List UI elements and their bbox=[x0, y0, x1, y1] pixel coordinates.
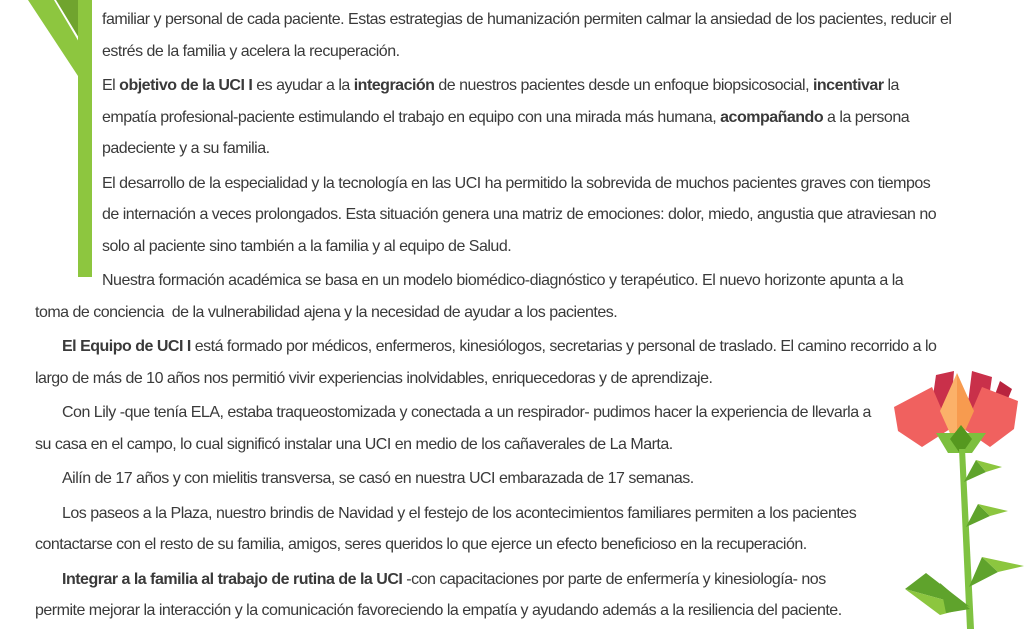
text-line: Integrar a la familia al trabajo de rutina de la UCI -con capacitaciones por parte de enfermería y kinesiología- nos bbox=[62, 570, 826, 588]
text-line: permite mejorar la interacción y la comunicación favoreciendo la empatía y ayudando además a la resiliencia del paciente. bbox=[35, 602, 842, 619]
text-line: Los paseos a la Plaza, nuestro brindis de Navidad y el festejo de los acontecimientos familiares permiten a los pacientes bbox=[62, 504, 857, 522]
text-line: Nuestra formación académica se basa en un modelo biomédico-diagnóstico y terapéutico. El nuevo horizonte apunta a la bbox=[102, 272, 904, 289]
paragraph-7 bbox=[35, 463, 1006, 495]
text-line: familiar y personal de cada paciente. Estas estrategias de humanización permiten calmar la ansiedad de los pacientes, reducir el bbox=[102, 11, 952, 28]
text-line: solo al paciente sino también a la familia y al equipo de Salud. bbox=[102, 237, 512, 255]
text-line: su casa en el campo, lo cual significó instalar una UCI en medio de los cañaverales de La Marta. bbox=[35, 435, 673, 453]
text-line: Ailín de 17 años y con mielitis transversa, se casó en nuestra UCI embarazada de 17 semanas. bbox=[62, 470, 694, 487]
text-line: El objetivo de la UCI I es ayudar a la integración de nuestros pacientes desde un enfoque biopsicosocial, incentivar la bbox=[102, 77, 899, 94]
paragraph-3 bbox=[35, 168, 1006, 263]
stem-text-wrap-spacer bbox=[35, 4, 102, 278]
paragraph-5 bbox=[35, 331, 1006, 394]
text-line: empatía profesional-paciente estimulando el trabajo en equipo con una mirada más humana, acompañando a la persona bbox=[102, 108, 910, 126]
text-line: toma de conciencia de la vulnerabilidad ajena y la necesidad de ayudar a los pacientes. bbox=[35, 303, 618, 321]
text-line: padeciente y a su familia. bbox=[102, 140, 270, 157]
text-line: largo de más de 10 años nos permitió vivir experiencias inolvidables, enriquecedoras y de aprendizaje. bbox=[35, 369, 713, 387]
paragraph-1 bbox=[35, 4, 1006, 67]
paragraph-6 bbox=[35, 397, 1006, 460]
text-line: Con Lily -que tenía ELA, estaba traqueostomizada y conectada a un respirador- pudimos hacer la experiencia de llevarla a bbox=[62, 404, 871, 421]
paragraph-2 bbox=[35, 70, 1006, 165]
text-line: de internación a veces prolongados. Esta situación genera una matriz de emociones: dolor, miedo, angustia que atraviesan no bbox=[102, 206, 937, 223]
text-line: estrés de la familia y acelera la recuperación. bbox=[102, 42, 400, 60]
paragraph-9 bbox=[35, 564, 1006, 627]
paragraph-8 bbox=[35, 498, 1006, 561]
text-line: El desarrollo de la especialidad y la tecnología en las UCI ha permitido la sobrevida de muchos pacientes graves con tiempos bbox=[102, 174, 931, 192]
text-line: contactarse con el resto de su familia, amigos, seres queridos lo que ejerce un efecto beneficioso en la recuperación. bbox=[35, 536, 807, 553]
paragraph-4 bbox=[35, 265, 1006, 328]
text-line: El Equipo de UCI I está formado por médicos, enfermeros, kinesiólogos, secretarias y personal de traslado. El camino recorrido a lo bbox=[62, 338, 937, 355]
